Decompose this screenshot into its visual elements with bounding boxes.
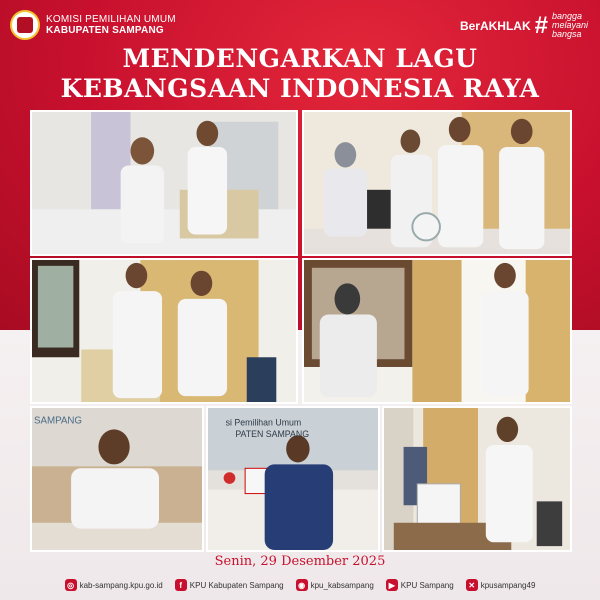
berakhlak-text: BerAKHLAK [459, 18, 531, 33]
berakhlak-logo [460, 12, 588, 39]
title-line-2: KEBANGSAAN INDONESIA RAYA [60, 74, 540, 103]
org-name: KOMISI PEMILIHAN UMUM [46, 13, 176, 25]
kpu-logo-icon [10, 10, 40, 40]
org-region: KABUPATEN SAMPANG [46, 25, 164, 36]
photo-four-staff [302, 110, 572, 256]
social-tiktok-x[interactable]: ✕ kpusampang49 [466, 579, 536, 591]
title-line-1: MENDENGARKAN LAGU [122, 44, 478, 73]
youtube-icon: ▶ [386, 579, 398, 591]
page-title [0, 44, 600, 104]
photo-man-firefighter [206, 406, 380, 552]
social-facebook[interactable]: f KPU Kabupaten Sampang [175, 579, 284, 591]
photo-woman-and-man [302, 258, 572, 404]
social-website[interactable]: ◎ kab-sampang.kpu.go.id [65, 579, 163, 591]
social-instagram[interactable]: ◉ kpu_kabsampang [296, 579, 374, 591]
sign-text-middle-2: PATEN SAMPANG [235, 429, 310, 440]
photo-man-computer-desk [382, 406, 572, 552]
event-date: Senin, 29 Desember 2025 [214, 554, 386, 569]
sign-text-left: SAMPANG [33, 415, 83, 427]
facebook-icon: f [175, 579, 187, 591]
photo-two-men-curtains [30, 258, 298, 404]
instagram-icon: ◉ [296, 579, 308, 591]
tiktok-x-icon: ✕ [466, 579, 478, 591]
org-header [10, 10, 176, 40]
photo-office-two-men [30, 110, 298, 256]
sign-text-middle-1: si Pemilihan Umum [225, 417, 302, 428]
bangga-melayani-bangsa: bangga melayani bangsa [551, 11, 588, 39]
social-youtube[interactable]: ▶ KPU Sampang [386, 579, 454, 591]
hash-icon: # [534, 11, 548, 39]
globe-icon: ◎ [65, 579, 77, 591]
social-links [0, 574, 600, 596]
photo-man-reception [30, 406, 204, 552]
